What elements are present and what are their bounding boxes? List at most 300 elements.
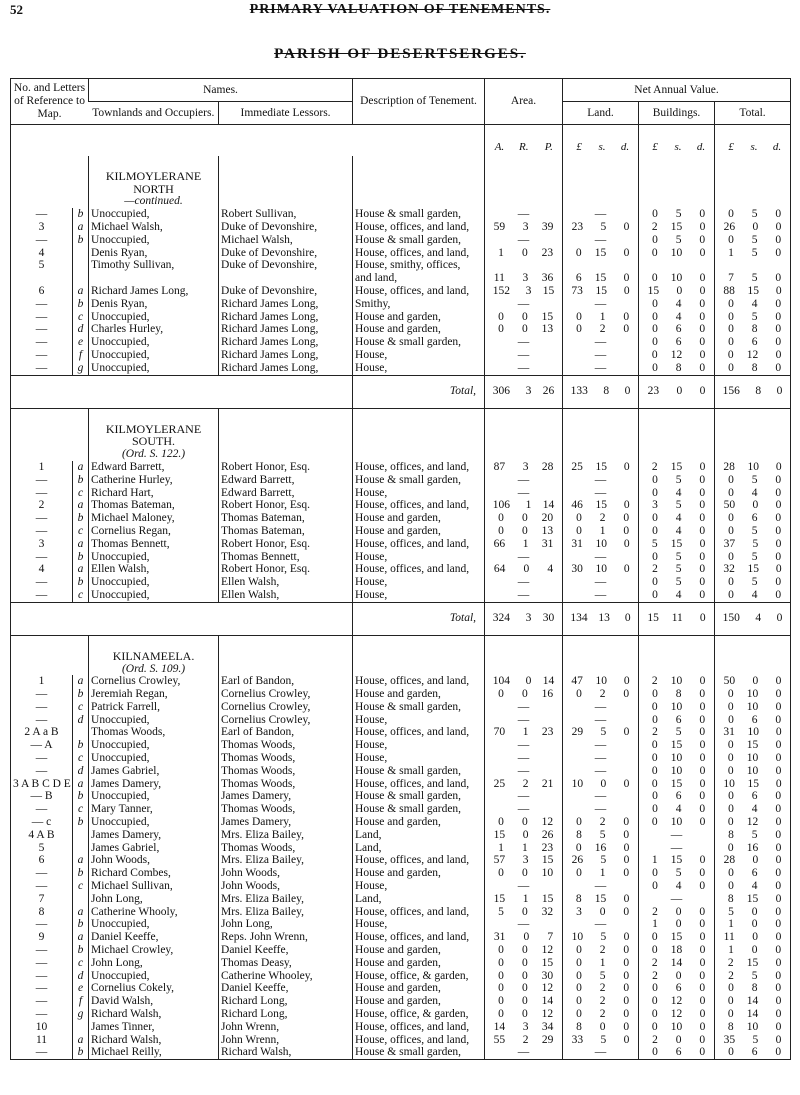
money-unit-part: £ bbox=[652, 141, 658, 153]
total-part: 0 bbox=[727, 764, 734, 777]
total-value bbox=[715, 880, 791, 893]
description: House, bbox=[353, 576, 485, 589]
map-ref: — bbox=[35, 323, 48, 336]
blank bbox=[715, 408, 791, 448]
table-row bbox=[11, 525, 791, 538]
area bbox=[485, 538, 563, 551]
description: House, offices, and land, bbox=[353, 499, 485, 512]
description: House & small garden, bbox=[353, 234, 485, 247]
table-row bbox=[11, 247, 791, 260]
lessor: Duke of Devonshire, bbox=[219, 259, 353, 272]
total-part: 0 bbox=[775, 905, 782, 918]
land-value bbox=[563, 803, 639, 816]
table-row bbox=[11, 1008, 791, 1021]
land-part: 0 bbox=[623, 905, 630, 918]
land-part: — bbox=[594, 348, 607, 361]
buildings-part: 0 bbox=[699, 297, 706, 310]
land-value bbox=[563, 970, 639, 983]
map-letter: b bbox=[73, 816, 89, 829]
land-value bbox=[563, 551, 639, 564]
description: House, bbox=[353, 589, 485, 602]
description: Land, bbox=[353, 893, 485, 906]
lessor: Robert Honor, Esq. bbox=[219, 563, 353, 576]
table-row bbox=[11, 285, 791, 298]
land-part: 0 bbox=[576, 969, 582, 982]
buildings-part: 0 bbox=[651, 700, 658, 713]
total-value bbox=[715, 752, 791, 765]
land-part: 33 bbox=[571, 1033, 584, 1046]
lessor: Duke of Devonshire, bbox=[219, 247, 353, 260]
description: Land, bbox=[353, 829, 485, 842]
area-part: 3 bbox=[525, 284, 532, 297]
land-part: 15 bbox=[595, 284, 607, 297]
buildings-value bbox=[639, 589, 715, 602]
land-part: 0 bbox=[623, 460, 630, 473]
map-ref: — bbox=[35, 713, 48, 726]
map-ref: 8 bbox=[38, 905, 45, 918]
land-value bbox=[563, 765, 639, 778]
blank bbox=[715, 156, 791, 196]
land-part: 0 bbox=[623, 524, 630, 537]
map-letter: a bbox=[73, 1034, 89, 1047]
buildings-value bbox=[639, 701, 715, 714]
buildings-part: 0 bbox=[651, 1008, 658, 1021]
area-part: — bbox=[517, 486, 530, 499]
table-row bbox=[11, 842, 791, 855]
map-ref: — B bbox=[30, 790, 53, 803]
area-part: — bbox=[517, 803, 530, 816]
total-part: 0 bbox=[775, 713, 782, 726]
land-part: 16 bbox=[594, 841, 607, 854]
blank bbox=[219, 663, 353, 676]
total-part: 5 bbox=[751, 969, 758, 982]
total-part: 0 bbox=[775, 739, 782, 752]
occupier: James Damery, bbox=[89, 829, 219, 842]
area-part: 2 bbox=[522, 777, 529, 790]
buildings-part: 4 bbox=[675, 310, 682, 323]
land-part: — bbox=[594, 297, 607, 310]
buildings-part: 0 bbox=[651, 995, 658, 1008]
area bbox=[485, 778, 563, 791]
map-letter: c bbox=[73, 701, 89, 714]
buildings-value bbox=[639, 208, 715, 221]
lessor: Thomas Woods, bbox=[219, 765, 353, 778]
map-letter: c bbox=[73, 803, 89, 816]
buildings-part: 0 bbox=[651, 246, 658, 259]
land-part: 0 bbox=[623, 892, 630, 905]
total-value bbox=[715, 778, 791, 791]
total-total-part: 156 bbox=[722, 385, 740, 398]
total-part: 0 bbox=[775, 361, 782, 374]
buildings-part: 0 bbox=[652, 310, 658, 323]
total-part: 0 bbox=[775, 803, 782, 816]
buildings-value bbox=[639, 474, 715, 487]
map-ref: 1 bbox=[38, 675, 45, 688]
total-part: 0 bbox=[775, 284, 782, 297]
buildings-part: 0 bbox=[652, 208, 658, 221]
area bbox=[485, 854, 563, 867]
total-part: 5 bbox=[751, 524, 758, 537]
map-letter: g bbox=[73, 362, 89, 375]
area-part bbox=[494, 298, 504, 311]
total-part: 88 bbox=[723, 284, 735, 297]
total-part: 0 bbox=[775, 995, 782, 1008]
total-part: 0 bbox=[727, 841, 734, 854]
total-area-part: 324 bbox=[492, 612, 510, 625]
land-part: 0 bbox=[576, 982, 582, 995]
area-part: 0 bbox=[498, 688, 504, 701]
area-part: 26 bbox=[541, 828, 554, 841]
total-value bbox=[715, 247, 791, 260]
total-value bbox=[715, 944, 791, 957]
area bbox=[485, 944, 563, 957]
total-part: 0 bbox=[775, 499, 782, 512]
map-letter: a bbox=[73, 538, 89, 551]
area-part: 1 bbox=[522, 892, 529, 905]
area-part bbox=[543, 803, 553, 816]
total-value bbox=[715, 538, 791, 551]
area-part: 15 bbox=[541, 854, 554, 867]
description: House, offices, and land, bbox=[353, 726, 485, 739]
area-part: 0 bbox=[498, 310, 504, 323]
land-value bbox=[563, 842, 639, 855]
land-value bbox=[563, 714, 639, 727]
buildings-part: 6 bbox=[675, 1046, 682, 1059]
description: House, bbox=[353, 880, 485, 893]
land-part: 8 bbox=[576, 1020, 582, 1033]
map-letter: b bbox=[73, 208, 89, 221]
description: and land, bbox=[353, 272, 485, 285]
total-part: 0 bbox=[728, 361, 734, 374]
land-part: 3 bbox=[576, 905, 582, 918]
land-value bbox=[563, 931, 639, 944]
map-ref: — bbox=[35, 336, 48, 349]
land-part: 1 bbox=[599, 956, 606, 969]
buildings-part: 0 bbox=[652, 588, 658, 601]
total-part: 5 bbox=[751, 576, 758, 589]
area-part: 0 bbox=[522, 524, 528, 537]
land-part: — bbox=[594, 764, 607, 777]
total-part: 2 bbox=[727, 956, 734, 969]
total-land bbox=[563, 375, 639, 408]
total-part: 0 bbox=[775, 982, 782, 995]
table-row bbox=[11, 1034, 791, 1047]
lessor: Thomas Woods, bbox=[219, 842, 353, 855]
lessor: Mrs. Eliza Bailey, bbox=[219, 854, 353, 867]
total-part: 10 bbox=[747, 726, 759, 739]
occupier: Richard Combes, bbox=[89, 867, 219, 880]
page-title: PRIMARY VALUATION OF TENEMENTS. bbox=[249, 2, 551, 17]
buildings-part: 0 bbox=[652, 576, 658, 589]
land-value bbox=[563, 234, 639, 247]
land-part: 2 bbox=[599, 1008, 606, 1021]
area-part: 0 bbox=[522, 688, 528, 701]
total-part: 0 bbox=[775, 1033, 782, 1046]
area bbox=[485, 362, 563, 375]
buildings-part: 0 bbox=[699, 777, 706, 790]
description: House, offices, and land, bbox=[353, 247, 485, 260]
total-part: 0 bbox=[727, 700, 734, 713]
land-part bbox=[619, 739, 629, 752]
buildings-value bbox=[639, 829, 715, 842]
lessor: Richard James Long, bbox=[219, 298, 353, 311]
total-part: 0 bbox=[728, 576, 734, 589]
area bbox=[485, 701, 563, 714]
area-unit-part: A. bbox=[494, 141, 505, 153]
total-part: 0 bbox=[775, 956, 782, 969]
land-part: 0 bbox=[623, 688, 630, 701]
land-part: 0 bbox=[623, 246, 630, 259]
table-row bbox=[11, 461, 791, 474]
area-part: 23 bbox=[541, 726, 554, 739]
header-description: Description of Tenement. bbox=[353, 79, 485, 125]
area-part: 15 bbox=[493, 892, 506, 905]
description: House & small garden, bbox=[353, 474, 485, 487]
area-part: 66 bbox=[493, 537, 506, 550]
header-lessors: Immediate Lessors. bbox=[219, 102, 353, 125]
buildings-part: — bbox=[670, 828, 683, 841]
buildings-part: 0 bbox=[699, 576, 706, 589]
land-part: — bbox=[594, 713, 607, 726]
area bbox=[485, 906, 563, 919]
buildings-part: 0 bbox=[699, 588, 706, 601]
area bbox=[485, 259, 563, 272]
area-part: 23 bbox=[541, 841, 554, 854]
occupier: Unoccupied, bbox=[89, 739, 219, 752]
area-part: 4 bbox=[547, 563, 554, 576]
total-value bbox=[715, 714, 791, 727]
map-ref: — bbox=[35, 995, 48, 1008]
total-area-part: 30 bbox=[542, 612, 555, 625]
buildings-part: 0 bbox=[651, 348, 658, 361]
buildings-value bbox=[639, 854, 715, 867]
total-total-part: 0 bbox=[776, 385, 783, 398]
land-value bbox=[563, 298, 639, 311]
land-value bbox=[563, 778, 639, 791]
area-part: 12 bbox=[541, 1008, 554, 1021]
area-part bbox=[494, 765, 504, 778]
area-part: — bbox=[517, 588, 530, 601]
land-part bbox=[572, 765, 582, 778]
buildings-part: — bbox=[670, 892, 683, 905]
land-value bbox=[563, 247, 639, 260]
buildings-part: 4 bbox=[675, 588, 682, 601]
total-area bbox=[485, 375, 563, 408]
total-part: 0 bbox=[752, 931, 759, 944]
total-part: 5 bbox=[751, 246, 758, 259]
table-row bbox=[11, 829, 791, 842]
total-part: 6 bbox=[751, 790, 758, 803]
blank bbox=[219, 195, 353, 208]
lessor: Edward Barrett, bbox=[219, 487, 353, 500]
map-ref: 11 bbox=[35, 1033, 48, 1046]
land-part bbox=[619, 880, 629, 893]
total-value bbox=[715, 311, 791, 324]
total-value bbox=[715, 842, 791, 855]
total-part: 7 bbox=[728, 272, 734, 285]
buildings-part: 0 bbox=[699, 739, 706, 752]
total-value bbox=[715, 336, 791, 349]
description: House and garden, bbox=[353, 982, 485, 995]
occupier: Unoccupied, bbox=[89, 918, 219, 931]
total-part: 0 bbox=[728, 512, 734, 525]
map-ref: — bbox=[35, 944, 48, 957]
land-part: 23 bbox=[571, 220, 584, 233]
land-part: 5 bbox=[600, 726, 607, 739]
occupier: Richard Walsh, bbox=[89, 1034, 219, 1047]
map-ref: 7 bbox=[38, 892, 45, 905]
lessor: James Damery, bbox=[219, 790, 353, 803]
lessor: Duke of Devonshire, bbox=[219, 221, 353, 234]
total-part: 0 bbox=[728, 880, 734, 893]
buildings-part: 0 bbox=[699, 816, 706, 829]
total-value bbox=[715, 726, 791, 739]
area-part: 12 bbox=[541, 816, 554, 829]
buildings-part: 0 bbox=[699, 473, 706, 486]
area bbox=[485, 461, 563, 474]
table-row bbox=[11, 259, 791, 272]
land-value bbox=[563, 208, 639, 221]
buildings-part: 10 bbox=[670, 764, 683, 777]
land-part: 2 bbox=[599, 944, 606, 957]
buildings-part: 0 bbox=[699, 1008, 706, 1021]
lessor: Edward Barrett, bbox=[219, 474, 353, 487]
total-value bbox=[715, 461, 791, 474]
total-part: 4 bbox=[751, 297, 758, 310]
land-value bbox=[563, 323, 639, 336]
buildings-part: 5 bbox=[675, 726, 682, 739]
area-part: 13 bbox=[541, 323, 554, 336]
buildings-part: 0 bbox=[651, 764, 658, 777]
total-part: 0 bbox=[775, 752, 782, 765]
total-part: 0 bbox=[728, 803, 734, 816]
land-value bbox=[563, 790, 639, 803]
land-part: 0 bbox=[623, 284, 630, 297]
land-value bbox=[563, 1021, 639, 1034]
total-land-part: 8 bbox=[603, 385, 610, 398]
area-part: 104 bbox=[492, 675, 510, 688]
buildings-part: 0 bbox=[699, 512, 706, 525]
map-letter: b bbox=[73, 790, 89, 803]
description: House, offices, and land, bbox=[353, 285, 485, 298]
area-part: 0 bbox=[522, 969, 528, 982]
area-part: 25 bbox=[493, 777, 506, 790]
land-part bbox=[619, 474, 629, 487]
area bbox=[485, 589, 563, 602]
map-letter: b bbox=[73, 688, 89, 701]
map-letter: b bbox=[73, 234, 89, 247]
map-ref: — A bbox=[30, 739, 53, 752]
area-part bbox=[494, 551, 504, 564]
map-ref: — bbox=[35, 310, 48, 323]
land-part bbox=[572, 298, 582, 311]
land-part: 0 bbox=[623, 499, 630, 512]
area-part bbox=[543, 714, 553, 727]
map-letter: a bbox=[73, 778, 89, 791]
description: House, offices, and land, bbox=[353, 563, 485, 576]
description: House and garden, bbox=[353, 311, 485, 324]
total-value bbox=[715, 893, 791, 906]
buildings-part: 5 bbox=[651, 537, 658, 550]
buildings-part: 0 bbox=[699, 537, 706, 550]
description: House, bbox=[353, 362, 485, 375]
buildings-part: 2 bbox=[651, 220, 658, 233]
buildings-value bbox=[639, 221, 715, 234]
total-part: 0 bbox=[728, 524, 734, 537]
buildings-part: 5 bbox=[675, 233, 682, 246]
buildings-part: 0 bbox=[699, 246, 706, 259]
area-part bbox=[543, 336, 553, 349]
table-row bbox=[11, 221, 791, 234]
area-part: — bbox=[517, 297, 530, 310]
total-part: 0 bbox=[728, 790, 734, 803]
buildings-value bbox=[639, 512, 715, 525]
table-row bbox=[11, 208, 791, 221]
buildings-part bbox=[695, 893, 705, 906]
total-part: 0 bbox=[775, 563, 782, 576]
total-value bbox=[715, 576, 791, 589]
buildings-part: 6 bbox=[675, 982, 682, 995]
total-part: 1 bbox=[728, 944, 734, 957]
area-part bbox=[494, 714, 504, 727]
land-part bbox=[619, 234, 629, 247]
land-part: 15 bbox=[595, 460, 607, 473]
buildings-value bbox=[639, 867, 715, 880]
description: House & small garden, bbox=[353, 803, 485, 816]
land-part: 46 bbox=[571, 499, 583, 512]
land-value bbox=[563, 995, 639, 1008]
land-part: 0 bbox=[599, 1020, 606, 1033]
area-part bbox=[543, 752, 553, 765]
buildings-value bbox=[639, 1008, 715, 1021]
map-letter: a bbox=[73, 854, 89, 867]
land-part bbox=[619, 551, 629, 564]
total-value bbox=[715, 701, 791, 714]
land-units bbox=[563, 125, 639, 156]
buildings-value bbox=[639, 944, 715, 957]
buildings-part: 0 bbox=[652, 713, 658, 726]
total-part: 15 bbox=[746, 892, 759, 905]
total-part: 5 bbox=[728, 905, 734, 918]
buildings-part: 0 bbox=[699, 460, 706, 473]
table-row bbox=[11, 323, 791, 336]
blank bbox=[219, 635, 353, 662]
table-row bbox=[11, 512, 791, 525]
buildings-value bbox=[639, 675, 715, 688]
land-part bbox=[572, 701, 582, 714]
total-value bbox=[715, 1046, 791, 1059]
buildings-part: 14 bbox=[670, 956, 683, 969]
table-row bbox=[11, 675, 791, 688]
land-part: 0 bbox=[575, 841, 582, 854]
area-part: 0 bbox=[522, 246, 528, 259]
total-part: 0 bbox=[727, 752, 734, 765]
table-row bbox=[11, 589, 791, 602]
land-part: 1 bbox=[599, 310, 606, 323]
map-ref: — bbox=[35, 956, 48, 969]
blank bbox=[11, 408, 89, 448]
buildings-part: 0 bbox=[699, 499, 706, 512]
occupier: Michael Crowley, bbox=[89, 944, 219, 957]
blank bbox=[563, 448, 639, 461]
description: House, offices, and land, bbox=[353, 1021, 485, 1034]
buildings-part: 0 bbox=[675, 1033, 682, 1046]
area-part: 15 bbox=[493, 828, 506, 841]
area-part: — bbox=[517, 336, 530, 349]
total-buildings-part: 23 bbox=[647, 385, 660, 398]
blank bbox=[11, 448, 89, 461]
map-letter: b bbox=[73, 918, 89, 931]
